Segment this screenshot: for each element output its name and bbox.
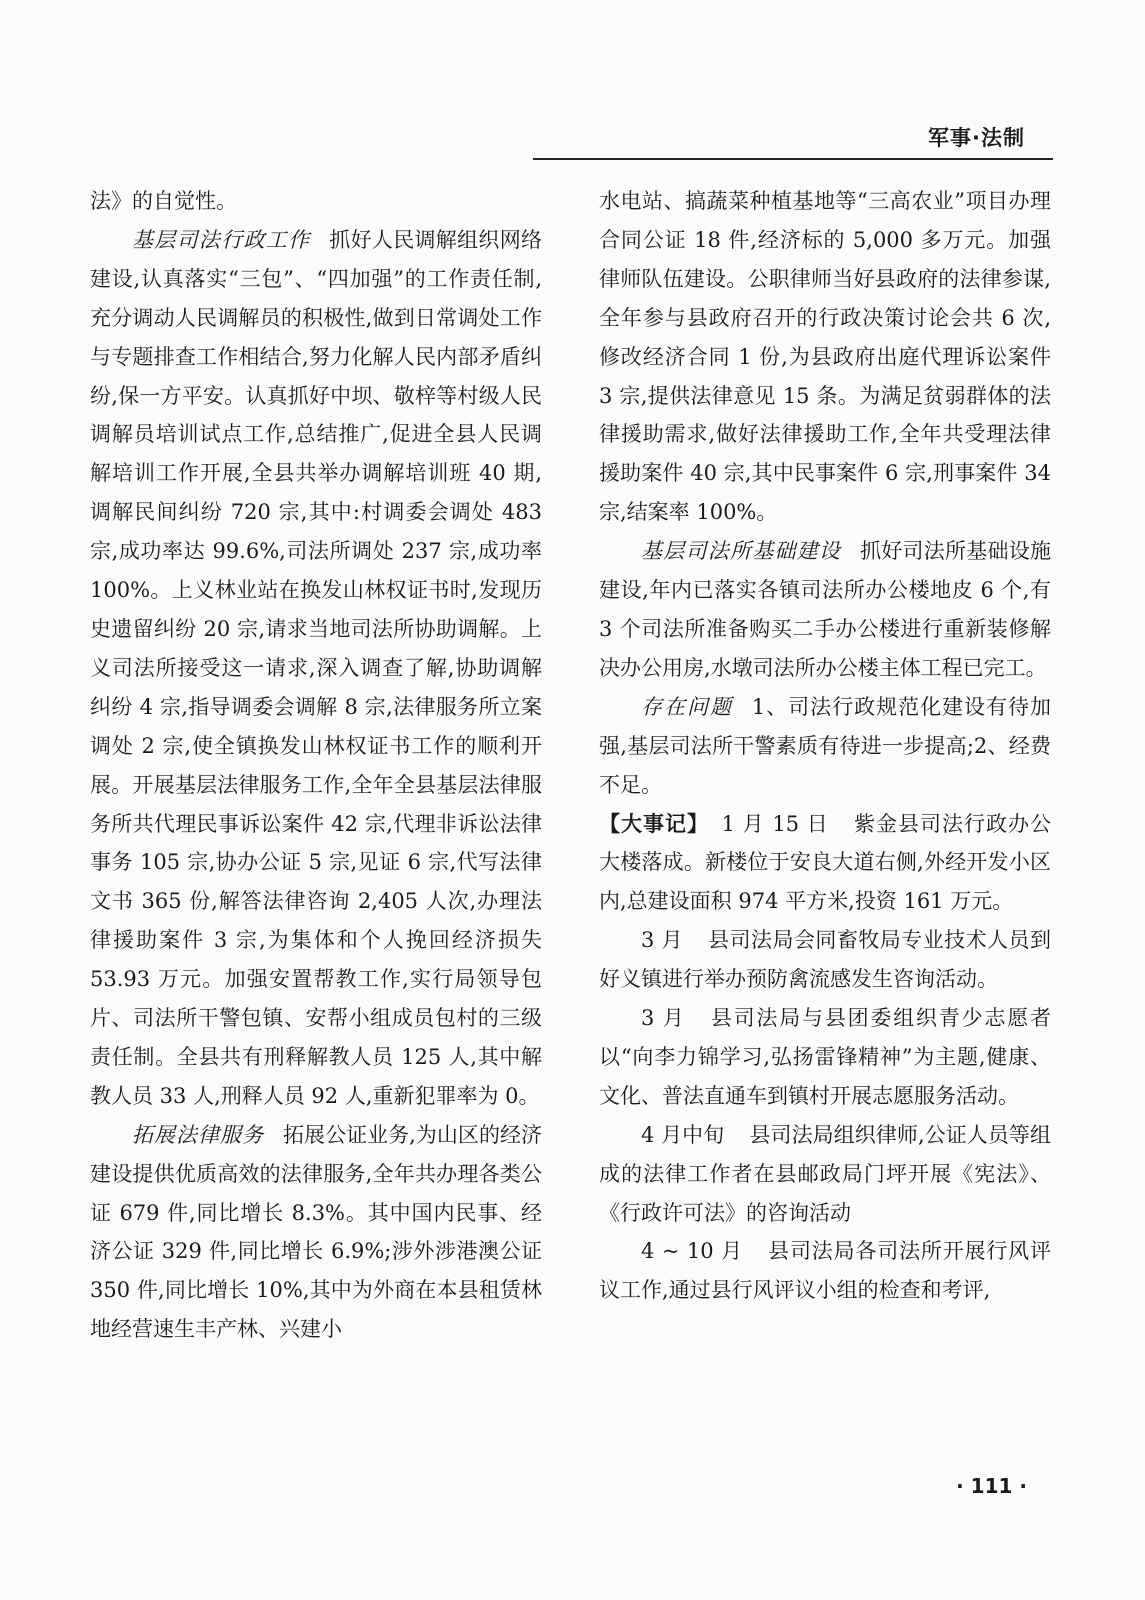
paragraph [599,1232,1051,1310]
paragraph [599,999,1051,1116]
section-keyword: 基层司法行政工作 [132,227,311,252]
paragraph [599,805,1051,922]
chronicle-tag: 【大事记】 [599,811,710,836]
paragraph: 法》的自觉性。 [90,189,237,213]
paragraph [90,221,542,1116]
paragraph [599,532,1051,688]
paragraph: 水电站、搞蔬菜种植基地等“三高农业”项目办理合同公证 18 件,经济标的 5,000 多万元。加强律师队伍建设。公职律师当好县政府的法律参谋,全年参与县政府召开的行政决策讨论会共 6 次,修改经济合同 1 份,为县政府出庭代理诉讼案件 3 宗,提供法律意见 15 条。为满足贫弱群体的法律援助需求,做好法律援助工作,全年共受理法律援助案件 40 宗,其中民事案件 6 宗,刑事案件 34 宗,结案率 100%。 [599,189,1051,525]
paragraph-text: 县司法局会同畜牧局专业技术人员到好义镇进行举办预防禽流感发生咨询活动。 [599,928,1051,992]
paragraph-text: 县司法局组织律师,公证人员等组成的法律工作者在县邮政局门坪开展《宪法》、《行政许可法》的咨询活动 [599,1122,1051,1225]
paragraph-text: 紫金县司法行政办公大楼落成。新楼位于安良大道右侧,外经开发小区内,总建设面积 974 平方米,投资 161 万元。 [599,811,1052,914]
paragraph [90,1116,542,1349]
event-date: 3 月 [641,1006,686,1031]
section-title: 军事·法制 [928,126,1025,150]
page-number: · 111 · [956,1474,1027,1498]
paragraph-text: 1、司法行政规范化建设有待加强,基层司法所干警素质有待进一步提高;2、经费不足。 [599,694,1051,797]
left-column [90,182,542,1349]
paragraph-text: 抓好司法所基础设施建设,年内已落实各镇司法所办公楼地皮 6 个,有 3 个司法所准备购买二手办公楼进行重新装修解决办公用房,水墩司法所办公楼主体工程已完工。 [599,539,1052,680]
page-header [533,118,1053,160]
event-date: 4 ~ 10 月 [641,1239,743,1264]
section-keyword: 基层司法所基础建设 [641,539,842,564]
event-date: 4 月中旬 [641,1122,725,1147]
event-date: 1 月 15 日 [721,811,829,836]
section-keyword: 存在问题 [641,694,733,719]
paragraph-text: 拓展公证业务,为山区的经济建设提供优质高效的法律服务,全年共办理各类公证 679 件,同比增长 8.3%。其中国内民事、经济公证 329 件,同比增长 6.9%;涉外涉港澳公证 350 件,同比增长 10%,其中为外商在本县租赁林地经营速生丰产林、兴建小 [90,1122,542,1342]
paragraph-text: 抓好人民调解组织网络建设,认真落实“三包”、“四加强”的工作责任制,充分调动人民调解员的积极性,做到日常调处工作与专题排查工作相结合,努力化解人民内部矛盾纠纷,保一方平安。认真抓好中坝、敬梓等村级人民调解员培训试点工作,总结推广,促进全县人民调解培训工作开展,全县共举办调解培训班 40 期,调解民间纠纷 720 宗,其中:村调委会调处 483 宗,成功率达 99.6%,司法所调处 237 宗,成功率 100%。上义林业站在换发山林权证书时,发现历史遗留纠纷 20 宗,请求当地司法所协助调解。上义司法所接受这一请求,深入调查了解,协助调解纠纷 4 宗,指导调委会调解 8 宗,法律服务所立案调处 2 宗,使全镇换发山林权证书工作的顺利开展。开展基层法律服务工作,全年全县基层法律服务所共代理民事诉讼案件 42 宗,代理非诉讼法律事务 105 宗,协办公证 5 宗,见证 6 宗,代写法律文书 365 份,解答法律咨询 2,405 人次,办理法律援助案件 3 宗,为集体和个人挽回经济损失 53.93 万元。加强安置帮教工作,实行局领导包片、司法所干警包镇、安帮小组成员包村的三级责任制。全县共有刑释解教人员 125 人,其中解教人员 33 人,刑释人员 92 人,重新犯罪率为 0。 [90,227,543,1108]
paragraph-text: 县司法局与县团委组织青少志愿者以“向李力锦学习,弘扬雷锋精神”为主题,健康、文化、普法直通车到镇村开展志愿服务活动。 [599,1006,1051,1108]
right-column [599,182,1051,1310]
event-date: 3 月 [641,928,683,953]
paragraph-text: 县司法局各司法所开展行风评议工作,通过县行风评议小组的检查和考评, [599,1239,1051,1303]
section-keyword: 拓展法律服务 [132,1122,265,1147]
paragraph [599,1116,1051,1233]
paragraph [599,921,1051,999]
paragraph [599,688,1051,805]
